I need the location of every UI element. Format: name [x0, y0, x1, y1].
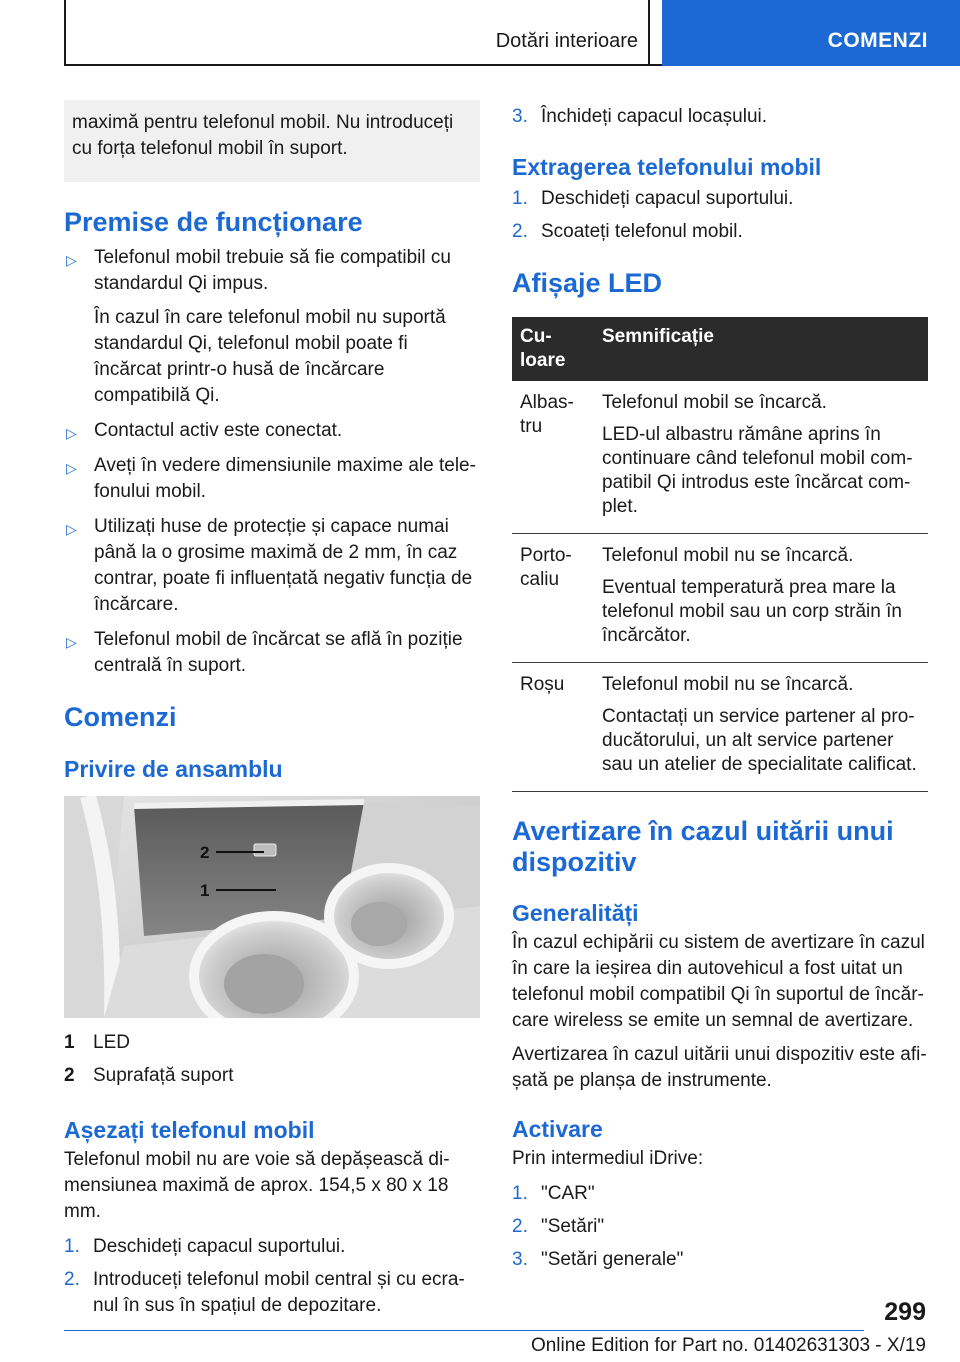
step-number: 1. — [64, 1236, 80, 1257]
step-item — [512, 1214, 928, 1240]
footer-rule — [64, 1330, 864, 1331]
list-item-text: Utilizați huse de protecție și capace numai până la o grosime maximă de 2 mm, în caz contrar, poate fi influențată negativ funcția de încărcare. — [94, 516, 473, 615]
comenzi-heading: Comenzi — [64, 702, 177, 732]
list-item-text: În cazul în care telefonul mobil nu suportă standardul Qi, telefonul mobil poate fi încărcat printr-o husă de încărcare compatibilă Qi. — [94, 307, 446, 406]
cell-color: Albastru — [512, 381, 594, 534]
premise-list — [64, 245, 480, 679]
callout-2: 2 — [200, 843, 210, 862]
step-item — [512, 1247, 928, 1273]
step-number: 2. — [512, 1216, 528, 1237]
list-item — [64, 418, 480, 444]
cell-color: Portocaliu — [512, 534, 594, 663]
cell-meaning — [594, 381, 928, 534]
step-text: Închideți capacul locașului. — [541, 106, 768, 127]
footer-edition: Online Edition for Part no. 01402631303 - X/19 — [530, 1335, 926, 1356]
page-number: 299 — [884, 1298, 926, 1326]
triangle-bullet-icon: ▷ — [66, 634, 77, 650]
charging-tray-illustration — [64, 796, 480, 1018]
place-steps — [64, 1234, 480, 1319]
general-paragraph-2: Avertizarea în cazul uitării unui dispozitiv este afișată pe planșa de instrumente. — [512, 1044, 927, 1091]
right-column — [512, 100, 928, 1273]
cell-meaning — [594, 534, 928, 663]
header-chapter-tab — [662, 0, 960, 66]
table-row — [512, 663, 928, 792]
list-item — [64, 514, 480, 618]
left-column — [64, 100, 480, 1319]
list-item-text: Telefonul mobil trebuie să fie compatibil cu standardul Qi impus. — [94, 247, 451, 294]
general-heading: Generalități — [512, 900, 639, 926]
cell-line: Eventual temperatură prea mare la telefonul mobil sau un corp străin în încărcător. — [602, 577, 902, 646]
list-item-text: Telefonul mobil de încărcat se află în poziție centrală în suport. — [94, 629, 463, 676]
step-item — [512, 104, 928, 130]
header-chapter-label: COMENZI — [827, 29, 928, 52]
step-number: 3. — [512, 1249, 528, 1270]
overview-heading: Privire de ansamblu — [64, 756, 283, 782]
legend-item — [64, 1030, 480, 1056]
legend-number: 1 — [64, 1032, 75, 1053]
step-number: 1. — [512, 188, 528, 209]
photo-legend — [64, 1030, 480, 1089]
list-item-text: Contactul activ este conectat. — [94, 420, 343, 441]
charging-tray-photo — [64, 796, 480, 1018]
column-header-color: Culoare — [512, 317, 594, 381]
triangle-bullet-icon: ▷ — [66, 521, 77, 537]
legend-text: LED — [93, 1032, 130, 1053]
place-heading: Așezați telefonul mobil — [64, 1117, 315, 1143]
triangle-bullet-icon: ▷ — [66, 425, 77, 441]
activate-text: Prin intermediul iDrive: — [512, 1148, 704, 1169]
legend-text: Suprafață suport — [93, 1065, 234, 1086]
column-header-meaning: Semnificație — [594, 317, 928, 381]
list-item — [64, 453, 480, 505]
activate-steps — [512, 1181, 928, 1273]
callout-1: 1 — [200, 881, 210, 900]
cell-line: Telefonul mobil nu se încarcă. — [602, 674, 854, 695]
cell-meaning — [594, 663, 928, 792]
note-box: maximă pentru telefonul mobil. Nu introduceți cu forța telefonul mobil în suport. — [64, 100, 480, 182]
step-text: "Setări generale" — [541, 1249, 684, 1270]
table-header-row — [512, 317, 928, 381]
list-item — [64, 627, 480, 679]
table-row — [512, 381, 928, 534]
step-text: "Setări" — [541, 1216, 605, 1237]
premise-heading: Premise de funcționare — [64, 207, 363, 237]
insert-steps-cont — [512, 104, 928, 130]
activate-heading: Activare — [512, 1116, 603, 1142]
step-text: Deschideți capacul suportului. — [541, 188, 794, 209]
led-table — [512, 317, 928, 792]
general-paragraph-1: În cazul echipării cu sistem de avertizare în cazul în care la ieșirea din autovehicul a fost uitat un telefonul mobil compatibil Qi în suportul de încărcare wireless se emite un semnal de avertizare. — [512, 932, 925, 1031]
step-text: Introduceți telefonul mobil central și cu ecranul în sus în spațiul de depozitare. — [93, 1269, 465, 1316]
cell-line: Telefonul mobil nu se încarcă. — [602, 545, 854, 566]
step-number: 1. — [512, 1183, 528, 1204]
step-text: "CAR" — [541, 1183, 595, 1204]
place-text: Telefonul mobil nu are voie să depășească dimensiunea maximă de aprox. 154,5 x 80 x 18 mm. — [64, 1149, 450, 1222]
list-item-text: Aveți în vedere dimensiunile maxime ale telefonului mobil. — [94, 455, 476, 502]
step-number: 2. — [512, 221, 528, 242]
legend-item — [64, 1063, 480, 1089]
cell-color: Roșu — [512, 663, 594, 792]
legend-number: 2 — [64, 1065, 75, 1086]
step-item — [512, 219, 928, 245]
extract-steps — [512, 186, 928, 245]
step-text: Deschideți capacul suportului. — [93, 1236, 346, 1257]
header-section-title: Dotări interioare — [495, 30, 638, 52]
extract-heading: Extragerea telefonului mobil — [512, 154, 822, 180]
cell-line: Telefonul mobil se încarcă. — [602, 392, 827, 413]
list-item — [64, 245, 480, 409]
led-heading: Afișaje LED — [512, 268, 663, 298]
step-item — [512, 1181, 928, 1207]
step-item — [64, 1267, 480, 1319]
cell-line: LED-ul albastru rămâne aprins în continuare când telefonul mobil compatibil Qi introdus este încărcat complet. — [602, 424, 913, 517]
warning-heading: Avertizare în cazul uitării unui dispozitiv — [512, 816, 894, 877]
step-number: 3. — [512, 106, 528, 127]
step-text: Scoateți telefonul mobil. — [541, 221, 743, 242]
step-item — [512, 186, 928, 212]
step-number: 2. — [64, 1269, 80, 1290]
step-item — [64, 1234, 480, 1260]
cell-line: Contactați un service partener al producătorului, un alt service partener sau un atelier de specialitate calificat. — [602, 706, 917, 775]
triangle-bullet-icon: ▷ — [66, 252, 77, 268]
table-row — [512, 534, 928, 663]
triangle-bullet-icon: ▷ — [66, 460, 77, 476]
